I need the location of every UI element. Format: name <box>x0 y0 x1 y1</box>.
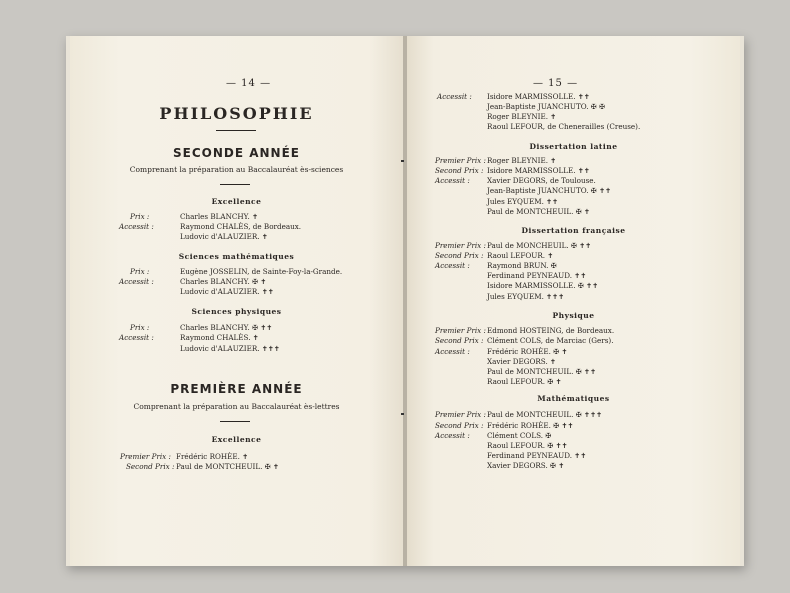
entry-label: Accessit : <box>119 222 154 231</box>
entry-name: Xavier DEGORS. ✠ ✝ <box>487 461 565 470</box>
divider <box>216 130 256 131</box>
entry-name: Jean-Baptiste JUANCHUTO. ✠ ✠ <box>487 102 606 111</box>
entry-name: Raoul LEFOUR. ✠ ✝ <box>487 377 562 386</box>
entry-label: Prix : <box>130 323 150 332</box>
entry-name: Isidore MARMISSOLLE. ✠ ✝✝ <box>487 281 599 290</box>
entry-name: Edmond HOSTEING, de Bordeaux. <box>487 326 615 335</box>
entry-name: Ludovic d'ALAUZIER. ✝✝✝ <box>180 344 280 353</box>
entry-name: Frédéric ROHÈE. ✠ ✝✝ <box>487 421 574 430</box>
entry-name: Raymond CHALÈS. ✝ <box>180 333 259 342</box>
page-number-right: — 15 — <box>533 78 579 89</box>
section-heading: Sciences mathématiques <box>178 252 295 261</box>
premiere-description: Comprenant la préparation au Baccalauréat ès-lettres <box>133 402 340 411</box>
entry-name: Paul de MONCHEUIL. ✠ ✝✝ <box>487 241 592 250</box>
left-page <box>70 36 403 566</box>
entry-label: Accessit : <box>435 431 470 440</box>
page-number-left: — 14 — <box>226 78 272 89</box>
entry-name: Paul de MONTCHEUIL. ✠ ✝ <box>487 207 591 216</box>
entry-name: Charles BLANCHY. ✝ <box>180 212 259 221</box>
entry-label: Second Prix : <box>435 166 484 175</box>
entry-label: Accessit : <box>435 347 470 356</box>
entry-name: Ludovic d'ALAUZIER. ✝ <box>180 232 268 241</box>
entry-name: Paul de MONTCHEUIL. ✠ ✝✝✝ <box>487 410 603 419</box>
entry-label: Premier Prix : <box>435 410 486 419</box>
entry-label: Premier Prix : <box>435 241 486 250</box>
entry-label: Second Prix : <box>435 251 484 260</box>
entry-label: Prix : <box>130 212 150 221</box>
entry-name: Jules EYQUEM. ✝✝ <box>487 197 559 206</box>
stitch-mark <box>401 160 404 162</box>
right-page <box>407 36 740 566</box>
section-heading: Sciences physiques <box>191 307 282 316</box>
open-booklet <box>66 36 744 566</box>
entry-name: Ferdinand PEYNEAUD. ✝✝ <box>487 451 587 460</box>
section-heading: Excellence <box>211 197 262 206</box>
premiere-heading: PREMIÈRE ANNÉE <box>170 382 303 396</box>
entry-name: Jules EYQUEM. ✝✝✝ <box>487 292 565 301</box>
entry-label: Premier Prix : <box>435 156 486 165</box>
section-heading: Dissertation française <box>521 226 626 235</box>
entry-name: Xavier DEGORS. ✝ <box>487 357 557 366</box>
entry-label: Premier Prix : <box>120 452 171 461</box>
entry-name: Clément COLS, de Marciac (Gers). <box>487 336 614 345</box>
entry-name: Roger BLEYNIE. ✝ <box>487 156 557 165</box>
entry-name: Roger BLEYNIE. ✝ <box>487 112 557 121</box>
entry-name: Raymond CHALÈS, de Bordeaux. <box>180 222 302 231</box>
divider <box>220 421 250 422</box>
entry-label: Accessit : <box>119 277 154 286</box>
entry-name: Charles BLANCHY. ✠ ✝✝ <box>180 323 273 332</box>
entry-name: Ludovic d'ALAUZIER. ✝✝ <box>180 287 274 296</box>
entry-name: Ferdinand PEYNEAUD. ✝✝ <box>487 271 587 280</box>
entry-label: Second Prix : <box>126 462 175 471</box>
entry-name: Paul de MONTCHEUIL. ✠ ✝ <box>176 462 280 471</box>
entry-label: Premier Prix : <box>435 326 486 335</box>
seconde-heading: SECONDE ANNÉE <box>173 146 300 160</box>
entry-name: Raoul LEFOUR. ✠ ✝✝ <box>487 441 568 450</box>
entry-name: Raymond BRUN. ✠ <box>487 261 557 270</box>
entry-label: Prix : <box>130 267 150 276</box>
entry-name: Isidore MARMISSOLLE. ✝✝ <box>487 166 590 175</box>
entry-name: Frédéric ROHÈE. ✝ <box>176 452 249 461</box>
entry-name: Frédéric ROHÈE. ✠ ✝ <box>487 347 568 356</box>
entry-name: Charles BLANCHY. ✠ ✝ <box>180 277 267 286</box>
section-heading: Mathématiques <box>537 394 610 403</box>
entry-name: Paul de MONTCHEUIL. ✠ ✝✝ <box>487 367 597 376</box>
entry-name: Raoul LEFOUR. ✝ <box>487 251 554 260</box>
entry-label: Accessit : <box>437 92 472 101</box>
stitch-mark <box>401 413 404 415</box>
entry-name: Clément COLS. ✠ <box>487 431 552 440</box>
entry-name: Eugène JOSSELIN, de Sainte-Foy-la-Grande. <box>180 267 343 276</box>
divider <box>220 184 250 185</box>
entry-name: Jean-Baptiste JUANCHUTO. ✠ ✝✝ <box>487 186 612 195</box>
seconde-description: Comprenant la préparation au Baccalauréat ès-sciences <box>129 165 344 174</box>
entry-name: Raoul LEFOUR, de Chenerailles (Creuse). <box>487 122 641 131</box>
section-heading: Excellence <box>211 435 262 444</box>
page-title: PHILOSOPHIE <box>159 104 314 123</box>
section-heading: Dissertation latine <box>529 142 618 151</box>
entry-label: Second Prix : <box>435 336 484 345</box>
entry-name: Isidore MARMISSOLLE. ✝✝ <box>487 92 590 101</box>
entry-label: Accessit : <box>435 261 470 270</box>
entry-name: Xavier DEGORS, de Toulouse. <box>487 176 596 185</box>
section-heading: Physique <box>552 311 595 320</box>
entry-label: Second Prix : <box>435 421 484 430</box>
entry-label: Accessit : <box>119 333 154 342</box>
entry-label: Accessit : <box>435 176 470 185</box>
